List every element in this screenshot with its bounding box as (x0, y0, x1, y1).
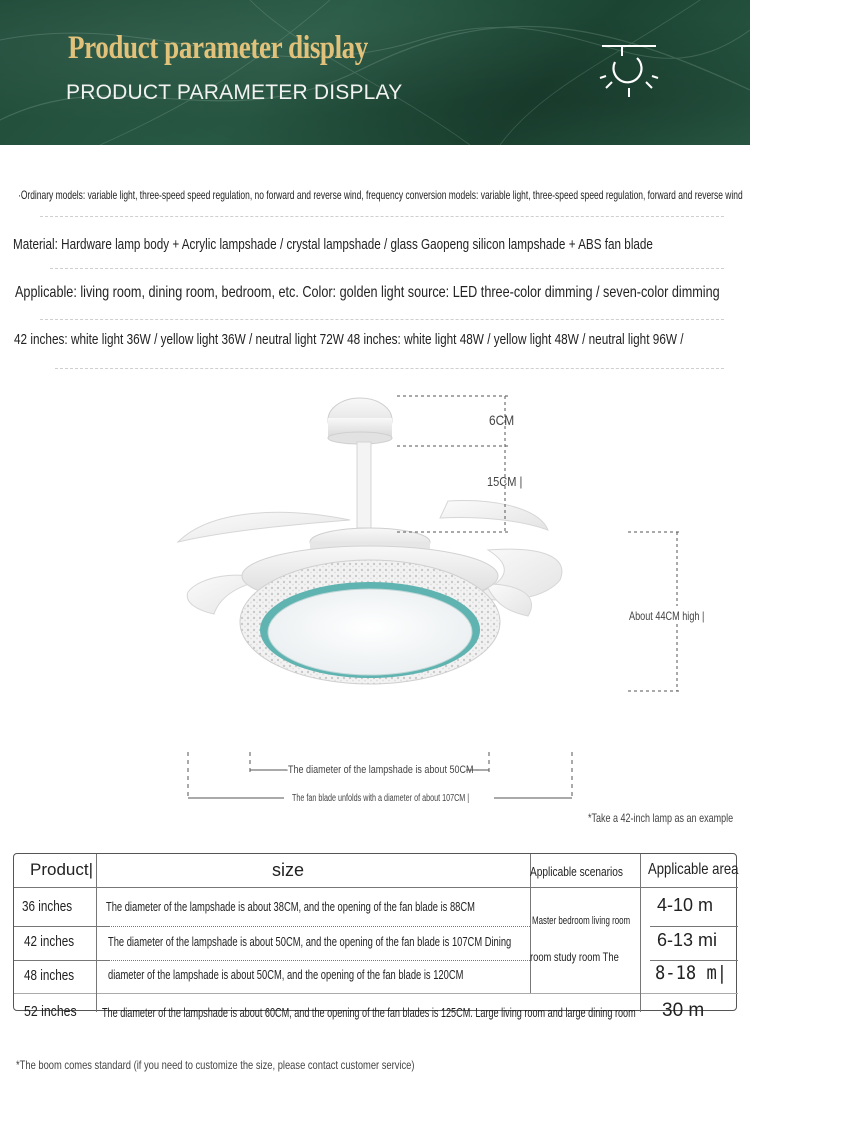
dim-rod-label: 15CM | (487, 474, 523, 489)
product-name: 52 inches (24, 1003, 77, 1020)
row-48-area (655, 962, 735, 984)
row-42-size (108, 934, 668, 949)
dim-height-label: About 44CM high | (629, 609, 705, 623)
divider (50, 268, 724, 269)
header-area (648, 861, 758, 879)
size-desc: The diameter of the lampshade is about 38CM, and the opening of the fan blade is 88CM (106, 899, 475, 914)
area-value: 8-18 m| (655, 962, 728, 984)
divider (55, 368, 724, 369)
ceiling-lamp-icon (598, 40, 660, 102)
row-52-area: 30 m (662, 1000, 705, 1021)
size-desc: The diameter of the lampshade is about 50CM, and the opening of the fan blade is 107CM Dining (108, 934, 512, 949)
row-36-area: 4-10 m (657, 895, 714, 915)
table-divider (650, 960, 738, 961)
size-desc: diameter of the lampshade is about 50CM, and the opening of the fan blade is 120CM (108, 967, 464, 982)
dim-blade-label: The fan blade unfolds with a diameter of about 107CM | (292, 793, 470, 804)
row-48-product (24, 967, 88, 984)
row-42-area: 6-13 mi (657, 930, 718, 950)
header-scenarios-text: Applicable scenarios (530, 864, 624, 879)
fan-diagram (0, 370, 750, 840)
table-divider (14, 993, 738, 994)
table-divider (14, 960, 108, 961)
spec-material: Material: Hardware lamp body + Acrylic lampshade / crystal lampshade / glass Gaopeng silicon lampshade + ABS fan blade (13, 236, 653, 253)
scenario-text: room study room The (530, 950, 619, 964)
product-name: 42 inches (24, 933, 75, 950)
scenario-text: Master bedroom living room (532, 915, 631, 927)
example-note: *Take a 42-inch lamp as an example (588, 811, 734, 825)
scenarios-line2 (530, 950, 644, 964)
spec-models: ·Ordinary models: variable light, three-speed speed regulation, no forward and reverse wind, frequency conversion models: variable light, three-speed speed regulation, forward and reverse wind (18, 188, 743, 202)
row-52-product (24, 1003, 88, 1020)
header-banner (0, 0, 750, 145)
header-size: size (272, 860, 305, 880)
header-product: Product| (30, 860, 94, 879)
size-table (13, 853, 739, 1021)
table-divider (96, 854, 97, 1012)
scenarios-line1 (532, 915, 668, 927)
divider (40, 216, 724, 217)
dim-canopy-label: 6CM (489, 412, 515, 428)
table-divider (108, 926, 530, 927)
divider (40, 319, 724, 320)
header-scenarios (530, 864, 649, 879)
footnote: *The boom comes standard (if you need to customize the size, please contact customer service) (16, 1058, 415, 1072)
product-name: 48 inches (24, 967, 75, 984)
row-42-product (24, 933, 88, 950)
table-divider (14, 887, 738, 888)
table-divider (108, 960, 530, 961)
row-48-size (108, 967, 602, 982)
row-52-size (102, 1005, 864, 1020)
page-title: Product parameter display (68, 30, 368, 66)
spec-applicable: Applicable: living room, dining room, bedroom, etc. Color: golden light source: LED three-color dimming / seven-color dimming (15, 284, 720, 301)
dim-lampshade-label: -The diameter of the lampshade is about 50CM - (285, 764, 480, 776)
table-divider (14, 926, 108, 927)
row-36-product (22, 898, 86, 915)
header-area-text: Applicable area (648, 861, 739, 878)
row-36-size (106, 899, 618, 914)
size-desc: The diameter of the lampshade is about 60CM, and the opening of the fan blades is 125CM. Large living room and large dining room (102, 1005, 636, 1020)
spec-power: 42 inches: white light 36W / yellow light 36W / neutral light 72W 48 inches: white light 48W / yellow light 48W / neutral light 96W / (14, 331, 684, 348)
product-name: 36 inches (22, 898, 73, 915)
page-subtitle: PRODUCT PARAMETER DISPLAY (66, 81, 403, 104)
